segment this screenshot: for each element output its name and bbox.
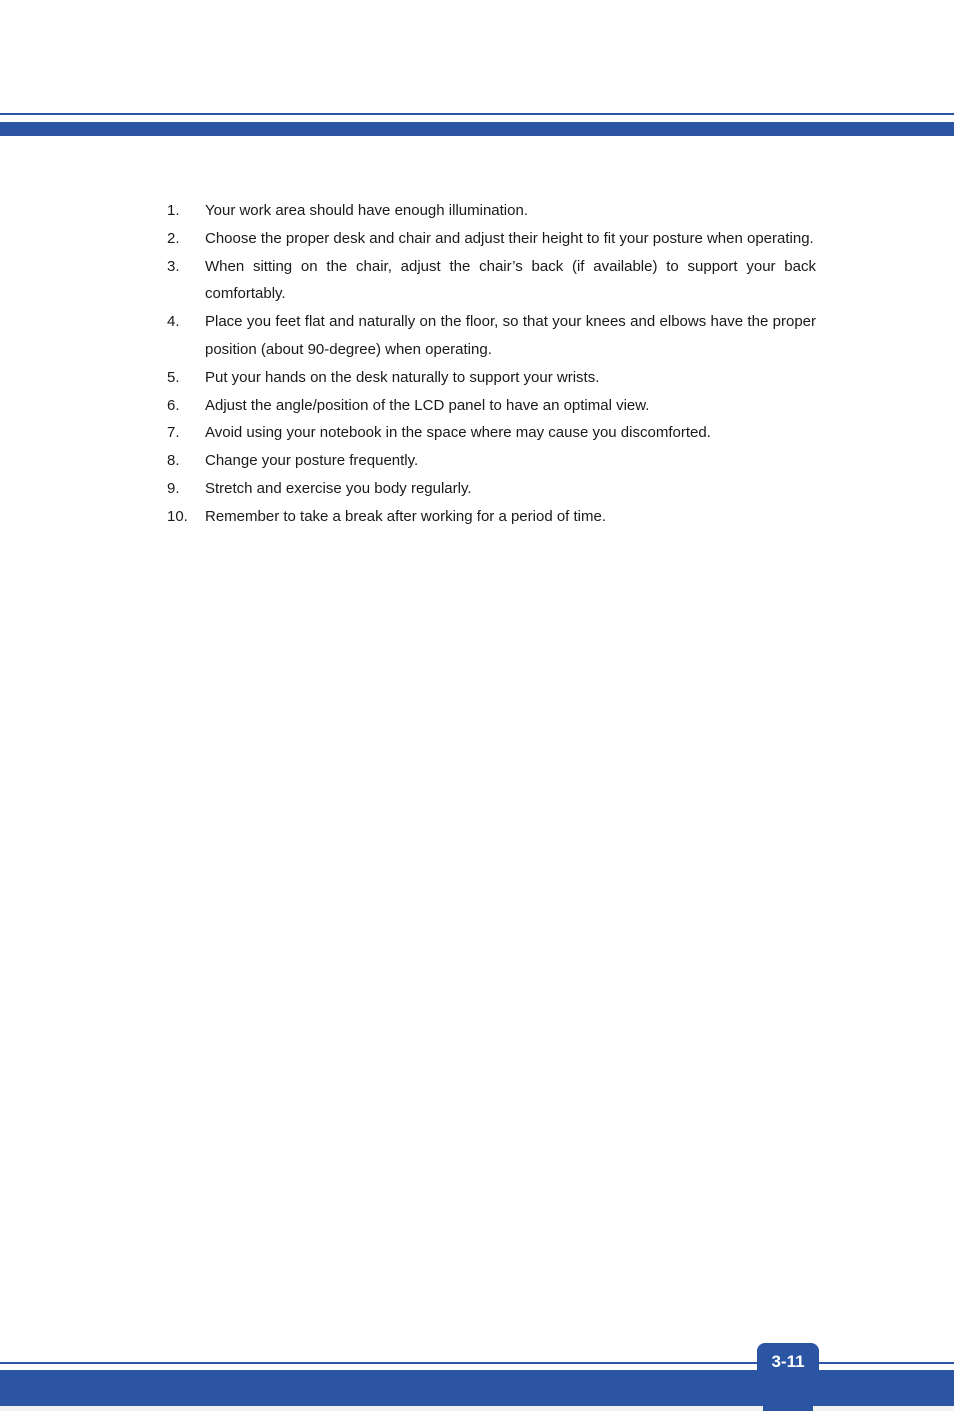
list-number: 5. xyxy=(167,368,180,386)
list-number: 6. xyxy=(167,396,180,414)
list-item xyxy=(167,392,816,420)
header-rule xyxy=(0,113,954,115)
list-text: Your work area should have enough illumination. xyxy=(205,202,528,219)
page-content xyxy=(167,197,816,531)
list-number: 1. xyxy=(167,202,180,219)
list-number: 7. xyxy=(167,424,180,442)
list-item xyxy=(167,364,816,392)
list-item xyxy=(167,475,816,503)
list-text: Put your hands on the desk naturally to support your wrists. xyxy=(205,368,600,386)
page-number: 3-11 xyxy=(771,1352,805,1371)
page-tab-foot xyxy=(763,1404,813,1411)
page-number-tab xyxy=(757,1343,819,1383)
list-number: 2. xyxy=(167,229,180,247)
list-text: Avoid using your notebook in the space where may cause you discomforted. xyxy=(205,424,711,442)
list-item xyxy=(167,503,816,531)
list-item xyxy=(167,197,816,225)
list-text: Change your posture frequently. xyxy=(205,452,419,470)
list-number: 9. xyxy=(167,479,180,497)
list-number: 8. xyxy=(167,452,180,470)
list-text: Adjust the angle/position of the LCD panel to have an optimal view. xyxy=(205,396,650,414)
header-bar xyxy=(0,122,954,136)
list-item xyxy=(167,308,816,364)
list-number: 3. xyxy=(167,257,180,275)
list-item xyxy=(167,253,816,309)
ergonomic-tips-list xyxy=(167,197,816,531)
list-text: Place you feet flat and naturally on the floor, so that your knees and elbows have the proper position (about 90-degree) when operating. xyxy=(205,313,816,358)
list-number: 10. xyxy=(167,507,188,525)
list-number: 4. xyxy=(167,313,180,331)
list-text: When sitting on the chair, adjust the chair’s back (if available) to support your back comfortably. xyxy=(205,257,816,303)
list-item xyxy=(167,225,816,253)
list-text: Remember to take a break after working for a period of time. xyxy=(205,507,607,525)
list-item xyxy=(167,447,816,475)
list-text: Stretch and exercise you body regularly. xyxy=(205,479,472,497)
list-item xyxy=(167,419,816,447)
list-text: Choose the proper desk and chair and adjust their height to fit your posture when operating. xyxy=(205,229,814,247)
